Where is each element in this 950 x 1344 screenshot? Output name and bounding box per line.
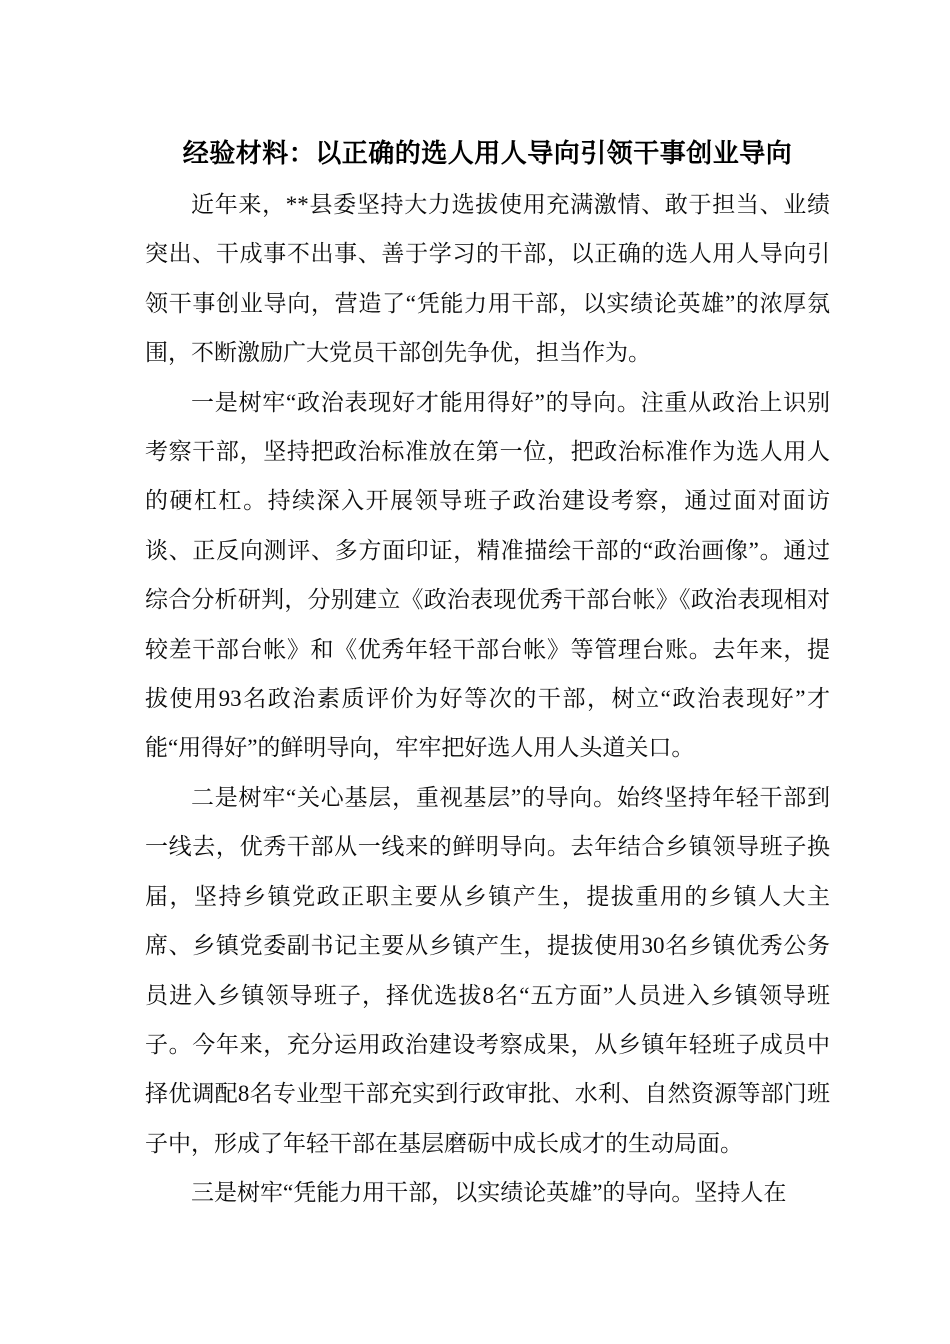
paragraph-point-three-partial: 三是树牢“凭能力用干部，以实绩论英雄”的导向。坚持人在: [191, 1180, 787, 1206]
document-content: [145, 126, 830, 1218]
paragraph-point-two: 二是树牢“关心基层，重视基层”的导向。始终坚持年轻干部到一线去，优秀干部从一线来的鲜明导向。去年结合乡镇领导班子换届，坚持乡镇党政正职主要从乡镇产生，提拔重用的乡镇人大主席、乡镇党委副书记主要从乡镇产生，提拔使用30名乡镇优秀公务员进入乡镇领导班子，择优选拔8名“五方面”人员进入乡镇领导班子。今年来，充分运用政治建设考察成果，从乡镇年轻班子成员中择优调配8名专业型干部充实到行政审批、水利、自然资源等部门班子中，形成了年轻干部在基层磨砺中成长成才的生动局面。: [145, 784, 830, 1156]
paragraph-point-one: 一是树牢“政治表现好才能用得好”的导向。注重从政治上识别考察干部，坚持把政治标准放在第一位，把政治标准作为选人用人的硬杠杠。持续深入开展领导班子政治建设考察，通过面对面访谈、正反向测评、多方面印证，精准描绘干部的“政治画像”。通过综合分析研判，分别建立《政治表现优秀干部台帐》《政治表现相对较差干部台帐》和《优秀年轻干部台帐》等管理台账。去年来，提拔使用93名政治素质评价为好等次的干部，树立“政治表现好”才能“用得好”的鲜明导向，牢牢把好选人用人头道关口。: [145, 389, 830, 761]
document-body: [145, 180, 830, 1218]
paragraph-intro: 近年来，**县委坚持大力选拔使用充满激情、敢于担当、业绩突出、干成事不出事、善于学习的干部，以正确的选人用人导向引领干事创业导向，营造了“凭能力用干部，以实绩论英雄”的浓厚氛围，不断激励广大党员干部创先争优，担当作为。: [145, 192, 830, 366]
document-title: 经验材料：以正确的选人用人导向引领干事创业导向: [182, 138, 793, 168]
